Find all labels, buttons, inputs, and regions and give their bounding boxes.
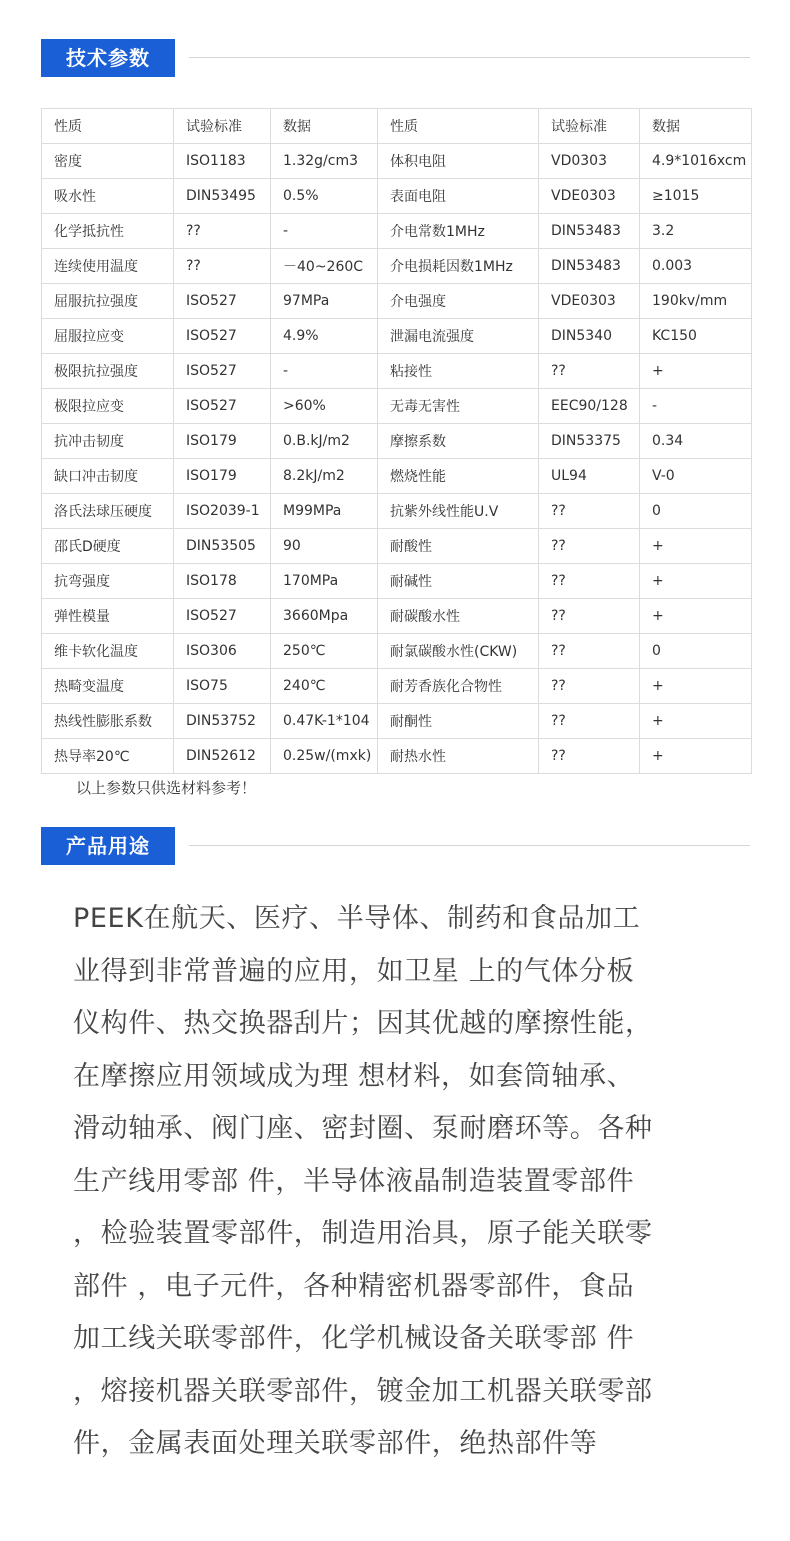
table-cell: VDE0303 xyxy=(539,179,640,214)
table-header-cell: 数据 xyxy=(271,109,378,144)
table-cell: 洛氏法球压硬度 xyxy=(42,494,174,529)
section-divider xyxy=(189,57,750,58)
table-cell: 抗紫外线性能U.V xyxy=(378,494,539,529)
table-cell: ISO179 xyxy=(174,424,271,459)
table-cell: DIN53505 xyxy=(174,529,271,564)
table-cell: 耐酮性 xyxy=(378,704,539,739)
table-row xyxy=(42,354,752,389)
table-cell: ?? xyxy=(539,494,640,529)
usage-line: 件，金属表面处理关联零部件，绝热部件等 xyxy=(73,1428,598,1459)
spec-table-body xyxy=(42,109,752,774)
table-cell: 抗弯强度 xyxy=(42,564,174,599)
table-row xyxy=(42,704,752,739)
usage-line: 加工线关联零部件，化学机械设备关联零部 件 xyxy=(73,1323,635,1354)
table-row xyxy=(42,249,752,284)
table-cell: 屈服拉应变 xyxy=(42,319,174,354)
table-row xyxy=(42,284,752,319)
table-cell: + xyxy=(640,599,752,634)
table-cell: ?? xyxy=(539,354,640,389)
table-cell: ?? xyxy=(174,214,271,249)
table-cell: －40~260C xyxy=(271,249,378,284)
table-cell: ISO527 xyxy=(174,389,271,424)
technical-params-header xyxy=(41,39,750,77)
table-cell: + xyxy=(640,739,752,774)
table-cell: 介电强度 xyxy=(378,284,539,319)
table-cell: ?? xyxy=(539,564,640,599)
table-cell: EEC90/128 xyxy=(539,389,640,424)
table-cell: ISO527 xyxy=(174,599,271,634)
table-cell: ISO527 xyxy=(174,354,271,389)
table-row xyxy=(42,669,752,704)
table-cell: DIN53375 xyxy=(539,424,640,459)
table-cell: 粘接性 xyxy=(378,354,539,389)
table-cell: + xyxy=(640,564,752,599)
table-cell: 密度 xyxy=(42,144,174,179)
table-cell: 耐热水性 xyxy=(378,739,539,774)
table-cell: 热畸变温度 xyxy=(42,669,174,704)
table-cell: 1.32g/cm3 xyxy=(271,144,378,179)
table-cell: ISO527 xyxy=(174,319,271,354)
table-cell: 极限抗拉强度 xyxy=(42,354,174,389)
table-cell: DIN5340 xyxy=(539,319,640,354)
table-cell: 4.9*1016xcm xyxy=(640,144,752,179)
table-cell: 耐氯碳酸水性(CKW) xyxy=(378,634,539,669)
table-cell: 0 xyxy=(640,494,752,529)
table-cell: 耐碳酸水性 xyxy=(378,599,539,634)
table-cell: 缺口冲击韧度 xyxy=(42,459,174,494)
table-cell: 3660Mpa xyxy=(271,599,378,634)
table-row xyxy=(42,739,752,774)
table-cell: ISO2039-1 xyxy=(174,494,271,529)
table-cell: ?? xyxy=(539,599,640,634)
table-cell: 介电损耗因数1MHz xyxy=(378,249,539,284)
table-cell: 无毒无害性 xyxy=(378,389,539,424)
usage-line: ，熔接机器关联零部件，镀金加工机器关联零部 xyxy=(73,1375,653,1407)
table-cell: + xyxy=(640,704,752,739)
table-row xyxy=(42,529,752,564)
table-cell: - xyxy=(271,214,378,249)
table-row xyxy=(42,424,752,459)
table-cell: DIN53483 xyxy=(539,249,640,284)
table-cell: 250℃ xyxy=(271,634,378,669)
table-row xyxy=(42,144,752,179)
usage-line: 仪构件、热交换器刮片；因其优越的摩擦性能， xyxy=(73,1008,653,1039)
table-cell: 90 xyxy=(271,529,378,564)
table-cell: + xyxy=(640,669,752,704)
table-cell: 摩擦系数 xyxy=(378,424,539,459)
table-cell: ?? xyxy=(539,704,640,739)
table-cell: 8.2kJ/m2 xyxy=(271,459,378,494)
table-cell: ?? xyxy=(539,669,640,704)
table-cell: 表面电阻 xyxy=(378,179,539,214)
table-cell: 吸水性 xyxy=(42,179,174,214)
table-row xyxy=(42,459,752,494)
table-cell: 4.9% xyxy=(271,319,378,354)
table-cell: 耐芳香族化合物性 xyxy=(378,669,539,704)
table-row xyxy=(42,634,752,669)
table-cell: 抗冲击韧度 xyxy=(42,424,174,459)
usage-line: PEEK在航天、医疗、半导体、制药和食品加工 xyxy=(73,903,641,934)
usage-line: ，检验装置零部件，制造用治具，原子能关联零 xyxy=(73,1218,653,1249)
table-row xyxy=(42,494,752,529)
table-cell: 0.34 xyxy=(640,424,752,459)
table-cell: DIN53483 xyxy=(539,214,640,249)
table-row xyxy=(42,319,752,354)
table-cell: 0 xyxy=(640,634,752,669)
usage-line: 生产线用零部 件，半导体液晶制造装置零部件 xyxy=(73,1165,635,1197)
table-cell: V-0 xyxy=(640,459,752,494)
table-cell: - xyxy=(640,389,752,424)
table-cell: 0.25w/(mxk) xyxy=(271,739,378,774)
table-cell: 热线性膨胀系数 xyxy=(42,704,174,739)
table-cell: - xyxy=(271,354,378,389)
table-cell: ?? xyxy=(539,634,640,669)
table-cell: UL94 xyxy=(539,459,640,494)
table-cell: ISO75 xyxy=(174,669,271,704)
table-cell: 维卡软化温度 xyxy=(42,634,174,669)
table-cell: 化学抵抗性 xyxy=(42,214,174,249)
table-row xyxy=(42,564,752,599)
table-cell: DIN52612 xyxy=(174,739,271,774)
table-header-cell: 数据 xyxy=(640,109,752,144)
table-row xyxy=(42,599,752,634)
table-cell: 0.47K-1*104 xyxy=(271,704,378,739)
table-cell: 体积电阻 xyxy=(378,144,539,179)
table-cell: VD0303 xyxy=(539,144,640,179)
table-header-cell: 性质 xyxy=(378,109,539,144)
table-cell: ISO306 xyxy=(174,634,271,669)
spec-table xyxy=(41,108,752,774)
table-header-cell: 性质 xyxy=(42,109,174,144)
table-cell: 190kv/mm xyxy=(640,284,752,319)
table-cell: 240℃ xyxy=(271,669,378,704)
usage-line: 部件 ，电子元件，各种精密机器零部件，食品 xyxy=(73,1270,635,1302)
table-row xyxy=(42,389,752,424)
technical-params-title: 技术参数 xyxy=(41,39,175,77)
table-cell: 3.2 xyxy=(640,214,752,249)
usage-line: 在摩擦应用领域成为理 想材料，如套筒轴承、 xyxy=(73,1060,635,1092)
table-cell: 弹性模量 xyxy=(42,599,174,634)
table-cell: 97MPa xyxy=(271,284,378,319)
table-cell: 耐碱性 xyxy=(378,564,539,599)
table-cell: KC150 xyxy=(640,319,752,354)
table-cell: 170MPa xyxy=(271,564,378,599)
table-cell: DIN53495 xyxy=(174,179,271,214)
table-cell: ISO178 xyxy=(174,564,271,599)
table-cell: 极限拉应变 xyxy=(42,389,174,424)
table-row xyxy=(42,214,752,249)
table-cell: DIN53752 xyxy=(174,704,271,739)
table-cell: 燃烧性能 xyxy=(378,459,539,494)
table-cell: ?? xyxy=(539,739,640,774)
table-cell: >60% xyxy=(271,389,378,424)
table-row xyxy=(42,179,752,214)
table-cell: ISO1183 xyxy=(174,144,271,179)
table-header-row xyxy=(42,109,752,144)
table-cell: 0.5% xyxy=(271,179,378,214)
table-cell: 0.003 xyxy=(640,249,752,284)
table-cell: ?? xyxy=(539,529,640,564)
table-cell: 耐酸性 xyxy=(378,529,539,564)
product-usage-header xyxy=(41,827,750,865)
table-cell: 连续使用温度 xyxy=(42,249,174,284)
table-cell: 屈服抗拉强度 xyxy=(42,284,174,319)
table-cell: ?? xyxy=(174,249,271,284)
table-cell: 泄漏电流强度 xyxy=(378,319,539,354)
table-cell: + xyxy=(640,529,752,564)
table-cell: ISO179 xyxy=(174,459,271,494)
table-cell: 介电常数1MHz xyxy=(378,214,539,249)
table-cell: ISO527 xyxy=(174,284,271,319)
table-header-cell: 试验标准 xyxy=(539,109,640,144)
usage-paragraph xyxy=(73,893,723,1471)
table-cell: 邵氏D硬度 xyxy=(42,529,174,564)
table-cell: ≥1015 xyxy=(640,179,752,214)
usage-line: 滑动轴承、阀门座、密封圈、泵耐磨环等。各种 xyxy=(73,1113,653,1144)
table-cell: M99MPa xyxy=(271,494,378,529)
product-usage-title: 产品用途 xyxy=(41,827,175,865)
table-cell: 0.B.kJ/m2 xyxy=(271,424,378,459)
table-cell: VDE0303 xyxy=(539,284,640,319)
table-cell: 热导率20℃ xyxy=(42,739,174,774)
table-cell: + xyxy=(640,354,752,389)
usage-line: 业得到非常普遍的应用，如卫星 上的气体分板 xyxy=(73,955,635,987)
table-header-cell: 试验标准 xyxy=(174,109,271,144)
section-divider xyxy=(189,845,750,846)
disclaimer-note: 以上参数只供选材料参考！ xyxy=(76,779,257,797)
